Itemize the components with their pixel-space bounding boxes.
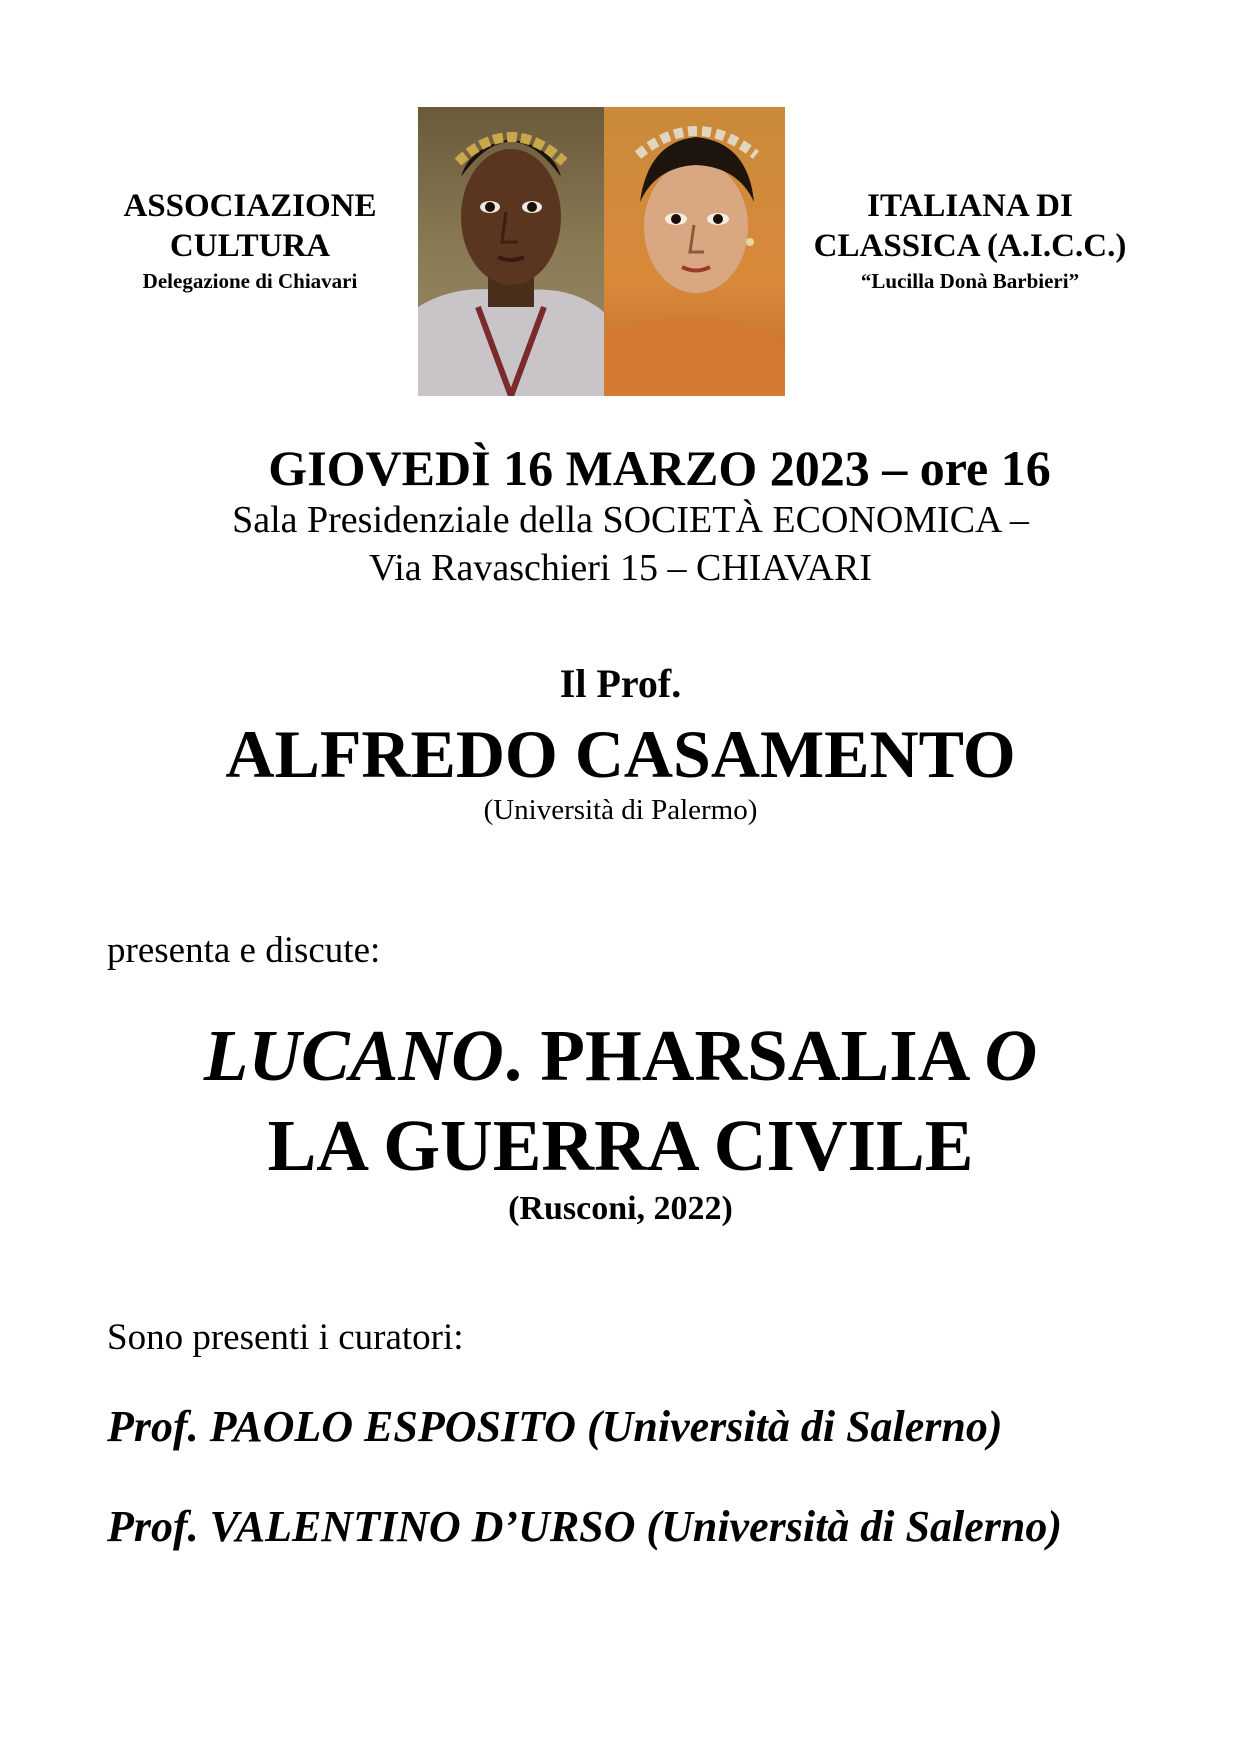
header-left (100, 186, 400, 296)
book-publisher: (Rusconi, 2022) (508, 1190, 733, 1227)
header-left-line1: ASSOCIAZIONE (123, 188, 377, 224)
book-title-conjunction: O (984, 1015, 1038, 1096)
book-title-line1 (0, 1012, 1241, 1100)
presents-label: presenta e discute: (107, 930, 381, 971)
speaker-name: ALFREDO CASAMENTO (225, 716, 1016, 792)
event-venue-line2: Via Ravaschieri 15 – CHIAVARI (369, 547, 872, 589)
book-title-line2: LA GUERRA CIVILE (267, 1105, 974, 1186)
book-title-author: LUCANO (203, 1015, 504, 1096)
header-right-line1: ITALIANA DI (867, 188, 1073, 224)
event-venue-line1: Sala Presidenziale della SOCIETÀ ECONOMICA – (232, 499, 1029, 541)
header-right-line2: CLASSICA (A.I.C.C.) (813, 228, 1127, 264)
header-left-line2: CULTURA (169, 228, 331, 264)
header-left-subtitle: Delegazione di Chiavari (142, 269, 358, 293)
fayum-portraits-image (418, 107, 785, 396)
event-date-time: GIOVEDÌ 16 MARZO 2023 – ore 16 (268, 440, 1051, 496)
book-title-main: . PHARSALIA (503, 1015, 985, 1096)
header-right-subtitle: “Lucilla Donà Barbieri” (860, 269, 1080, 293)
header-right (790, 186, 1150, 296)
curator-item: Prof. VALENTINO D’URSO (Università di Salerno) (107, 1502, 1063, 1551)
curator-item: Prof. PAOLO ESPOSITO (Università di Salerno) (107, 1402, 1003, 1451)
curators-intro: Sono presenti i curatori: (107, 1317, 464, 1358)
speaker-affiliation: (Università di Palermo) (483, 794, 758, 826)
speaker-intro: Il Prof. (559, 661, 682, 706)
